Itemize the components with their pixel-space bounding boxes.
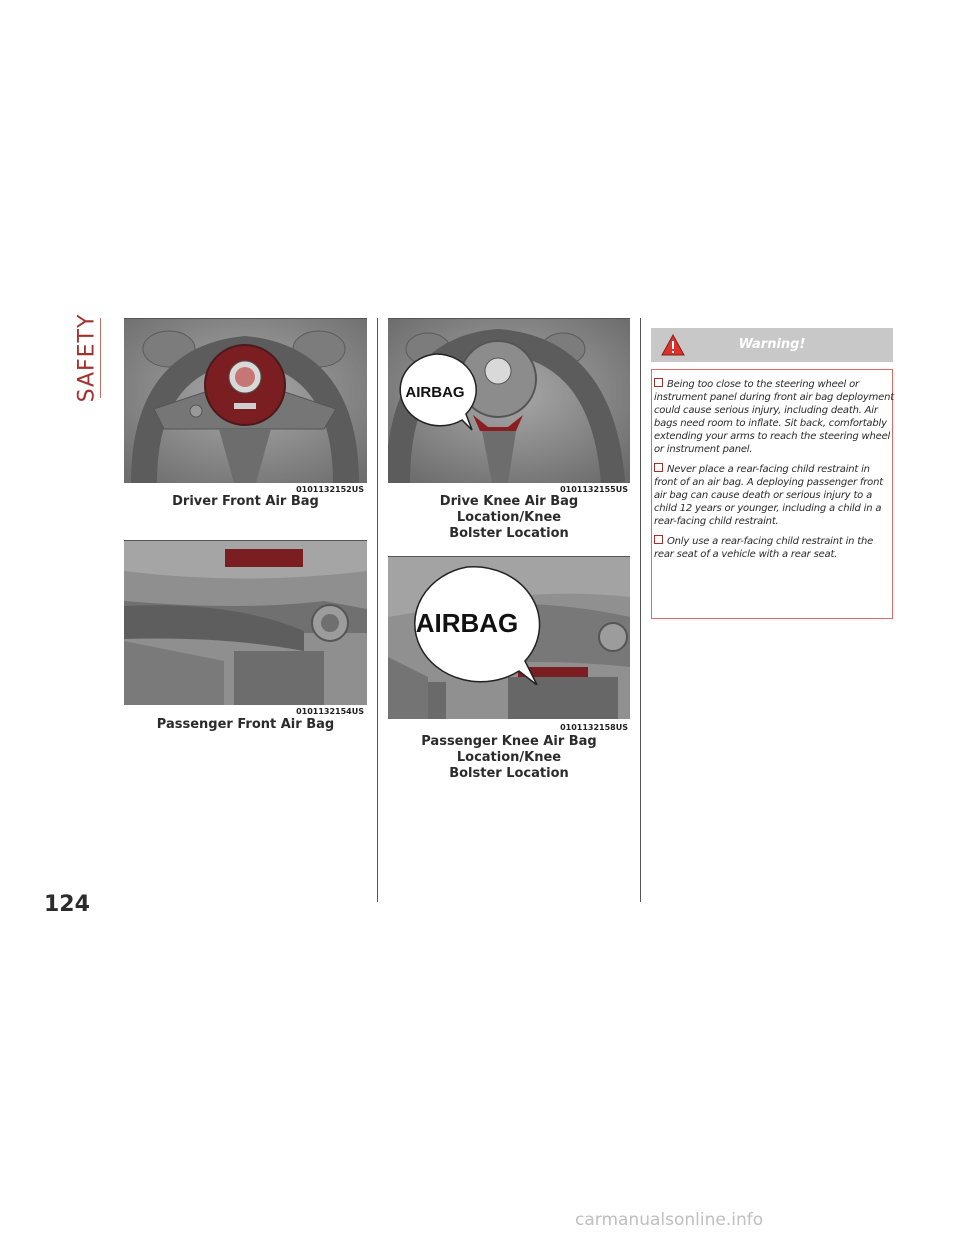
warning-title: Warning! [738,337,806,352]
section-tab-rule [100,318,101,398]
checkbox-bullet-icon [654,535,663,544]
warning-box [651,369,893,619]
figure-id: 0101132152US [296,485,364,494]
figure-caption: Drive Knee Air Bag Location/Knee Bolster Location [439,494,579,541]
column-divider-right [640,318,641,902]
warning-item: Being too close to the steering wheel or instrument panel during front air bag deployment could cause serious injury, including death. Air bags need room to inflate. Sit back, comfortably extending your arms to reach the steering wheel or instrument panel. [654,379,894,455]
figure-caption: Driver Front Air Bag [172,494,319,509]
figure-driver-front-airbag-image [124,319,367,483]
warning-header [651,328,893,362]
checkbox-bullet-icon [654,378,663,387]
checkbox-bullet-icon [654,463,663,472]
warning-item: Never place a rear-facing child restraint in front of an air bag. A deploying passenger front air bag can cause death or serious injury to a child 12 years or younger, including a child in a rear-facing child restraint. [654,464,883,527]
section-title: SAFETY [74,313,100,403]
warning-item: Only use a rear-facing child restraint in the rear seat of a vehicle with a rear seat. [654,536,874,560]
figure-passenger-front-airbag-image [124,541,367,705]
column-divider-left [377,318,378,902]
airbag-callout-label: AIRBAG [405,384,465,401]
figure-id: 0101132154US [296,707,364,716]
figure-caption: Passenger Front Air Bag [156,717,335,732]
figure-id: 0101132155US [560,485,628,494]
figure-id: 0101132158US [560,723,628,732]
figure-caption: Passenger Knee Air Bag Location/Knee Bolster Location [421,734,597,781]
warning-list [654,378,894,568]
page-number: 124 [44,892,90,917]
section-tab [72,313,102,403]
watermark: carmanualsonline.info [575,1210,764,1230]
airbag-callout-label: AIRBAG [415,608,519,638]
